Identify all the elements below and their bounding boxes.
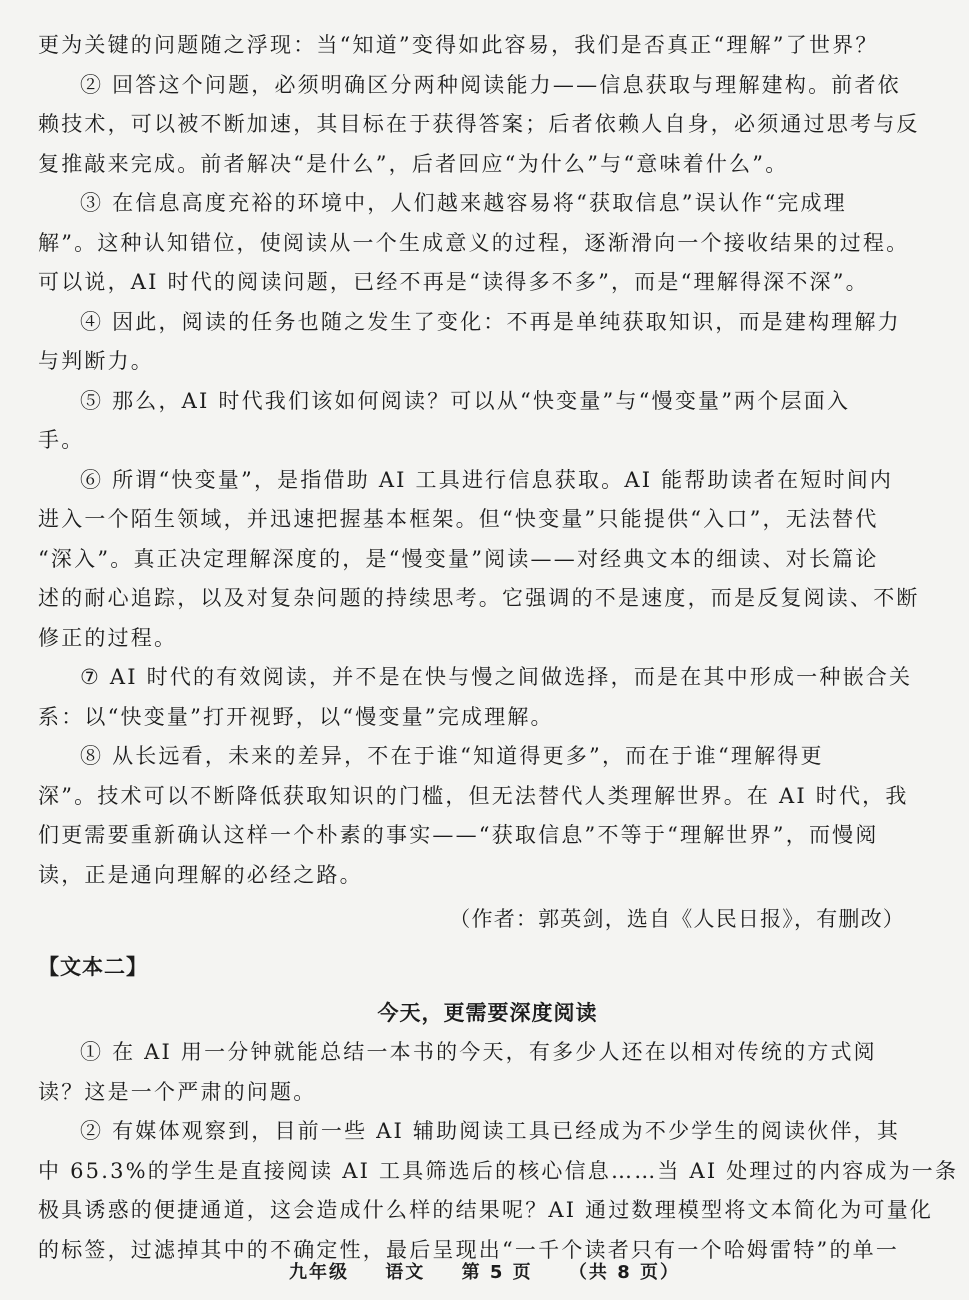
line: 与判断力。 xyxy=(38,349,154,373)
line: 们更需要重新确认这样一个朴素的事实——“获取信息”不等于“理解世界”，而慢阅 xyxy=(38,823,879,847)
line: 解”。这种认知错位，使阅读从一个生成意义的过程，逐渐滑向一个接收结果的过程。 xyxy=(38,230,910,255)
line: ① 在 AI 用一分钟就能总结一本书的今天，有多少人还在以相对传统的方式阅 xyxy=(80,1040,877,1064)
paragraph-7 xyxy=(38,658,913,737)
line: 述的耐心追踪，以及对复杂问题的持续思考。它强调的不是速度，而是反复阅读、不断 xyxy=(38,586,920,610)
paragraph-3 xyxy=(38,184,910,303)
footer-grade: 九年级 xyxy=(289,1262,350,1283)
line: 更为关键的问题随之浮现：当“知道”变得如此容易，我们是否真正“理解”了世界？ xyxy=(38,33,879,57)
line: 修正的过程。 xyxy=(38,625,178,650)
paragraph-6 xyxy=(38,461,920,659)
line: 的标签，过滤掉其中的不确定性，最后呈现出“一千个读者只有一个哈姆雷特”的单一 xyxy=(38,1237,900,1262)
source-citation: （作者：郭英剑，选自《人民日报》，有删改） xyxy=(449,907,905,931)
line: 复推敲来完成。前者解决“是什么”，后者回应“为什么”与“意味着什么”。 xyxy=(38,151,789,176)
line: “深入”。真正决定理解深度的，是“慢变量”阅读——对经典文本的细读、对长篇论 xyxy=(38,546,879,571)
line: 极具诱惑的便捷通道，这会造成什么样的结果呢？AI 通过数理模型将文本简化为可量化 xyxy=(38,1198,934,1222)
line: ④ 因此，阅读的任务也随之发生了变化：不再是单纯获取知识，而是建构理解力 xyxy=(80,309,901,334)
paragraph-0 xyxy=(38,26,897,66)
line: ⑤ 那么，AI 时代我们该如何阅读？可以从“快变量”与“慢变量”两个层面入 xyxy=(80,388,851,413)
line: 手。 xyxy=(38,428,85,452)
line: 读，正是通向理解的必经之路。 xyxy=(38,862,363,887)
footer-total: （共 8 页） xyxy=(568,1262,680,1283)
paragraph-5 xyxy=(38,382,897,461)
line: 系：以“快变量”打开视野，以“慢变量”完成理解。 xyxy=(38,704,554,729)
section-label: 【文本二】 xyxy=(38,955,148,979)
line: 赖技术，可以被不断加速，其目标在于获得答案；后者依赖人自身，必须通过思考与反 xyxy=(38,112,920,136)
line: ⑦ AI 时代的有效阅读，并不是在快与慢之间做选择，而是在其中形成一种嵌合关 xyxy=(80,665,913,689)
paragraph-2 xyxy=(38,66,920,185)
line: ⑧ 从长远看，未来的差异，不在于谁“知道得更多”，而在于谁“理解得更 xyxy=(80,744,824,768)
line: ③ 在信息高度充裕的环境中，人们越来越容易将“获取信息”误认作“完成理 xyxy=(80,191,847,215)
paragraph-4 xyxy=(38,303,901,382)
paragraph-8 xyxy=(38,737,909,895)
footer-subject: 语文 xyxy=(385,1262,426,1283)
footer-page: 第 5 页 xyxy=(461,1262,533,1283)
line: 读？这是一个严肃的问题。 xyxy=(38,1079,317,1104)
article-title: 今天，更需要深度阅读 xyxy=(377,1001,598,1025)
line: ⑥ 所谓“快变量”，是指借助 AI 工具进行信息获取。AI 能帮助读者在短时间内 xyxy=(80,467,894,492)
line: 可以说，AI 时代的阅读问题，已经不再是“读得多不多”，而是“理解得深不深”。 xyxy=(38,270,869,294)
paragraph-t2-1 xyxy=(38,1033,897,1112)
line: ② 回答这个问题，必须明确区分两种阅读能力——信息获取与理解建构。前者依 xyxy=(80,72,901,97)
line: 中 65.3%的学生是直接阅读 AI 工具筛选后的核心信息……当 AI 处理过的内容成为一条 xyxy=(38,1158,959,1183)
paragraph-t2-2 xyxy=(38,1112,959,1270)
page-footer xyxy=(0,1258,969,1284)
line: 进入一个陌生领域，并迅速把握基本框架。但“快变量”只能提供“入口”，无法替代 xyxy=(38,507,879,531)
line: ② 有媒体观察到，目前一些 AI 辅助阅读工具已经成为不少学生的阅读伙伴，其 xyxy=(80,1119,901,1143)
line: 深”。技术可以不断降低获取知识的门槛，但无法替代人类理解世界。在 AI 时代，我 xyxy=(38,783,909,808)
